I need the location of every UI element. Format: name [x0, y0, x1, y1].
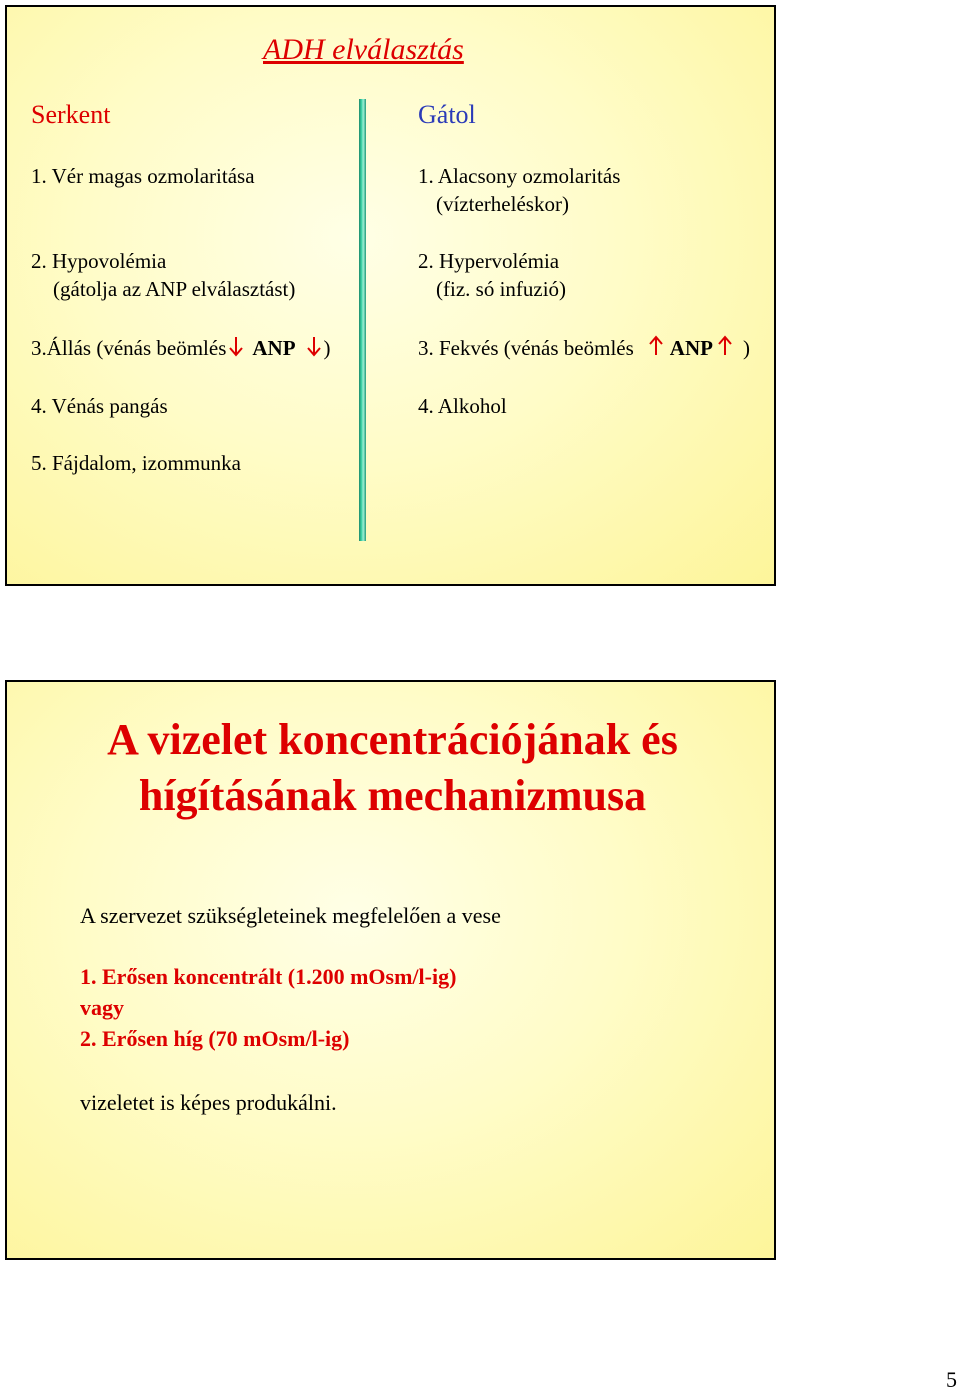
intro-text: A szervezet szükségleteinek megfelelően a vese [80, 903, 501, 928]
slide-title-line-1: A vizelet koncentrációjának és [107, 715, 678, 764]
inhibitor-item-1-note: (vízterheléskor) [436, 192, 569, 216]
stimulus-item-3-close: ) [323, 336, 331, 360]
arrow-down-icon [226, 335, 246, 357]
stimulus-item-5: 5. Fájdalom, izommunka [31, 451, 241, 475]
page-number: 5 [946, 1367, 957, 1392]
point-1: 1. Erősen koncentrált (1.200 mOsm/l-ig) [80, 964, 457, 989]
inhibitor-item-3 [418, 334, 750, 362]
arrow-down-icon [304, 335, 324, 357]
or-text: vagy [80, 995, 124, 1020]
stimulates-heading: Serkent [31, 100, 111, 129]
slide-adh-secretion [5, 5, 776, 586]
stimulus-item-2: 2. Hypovolémia [31, 249, 167, 273]
inhibitor-item-3-text: 3. Fekvés (vénás beömlés [418, 336, 634, 360]
slide-title-line-2: hígításának mechanizmusa [138, 771, 647, 820]
stimulus-item-1: 1. Vér magas ozmolaritása [31, 164, 255, 188]
stimulus-item-3-text: 3.Állás (vénás beömlés [31, 336, 227, 360]
inhibitor-item-3-anp: ANP [669, 336, 713, 360]
stimulus-item-3-anp: ANP [252, 336, 296, 360]
inhibitor-item-3-close: ) [742, 336, 750, 360]
column-divider [359, 99, 366, 541]
arrow-up-icon [646, 335, 666, 357]
inhibitor-item-2: 2. Hypervolémia [418, 249, 560, 273]
stimulus-item-3 [31, 334, 331, 362]
slide-title: ADH elválasztás [263, 33, 464, 66]
inhibitor-item-1: 1. Alacsony ozmolaritás [418, 164, 621, 188]
inhibitor-item-4: 4. Alkohol [418, 394, 507, 418]
slide-title [7, 712, 778, 824]
slide-urine-concentration [5, 680, 776, 1260]
outro-text: vizeletet is képes produkálni. [80, 1090, 337, 1115]
stimulus-item-4: 4. Vénás pangás [31, 394, 168, 418]
inhibitor-item-2-note: (fiz. só infuzió) [436, 277, 567, 301]
inhibits-heading: Gátol [418, 100, 476, 129]
arrow-up-icon [715, 335, 735, 357]
stimulus-item-2-note: (gátolja az ANP elválasztást) [53, 277, 296, 301]
point-2: 2. Erősen híg (70 mOsm/l-ig) [80, 1026, 350, 1051]
